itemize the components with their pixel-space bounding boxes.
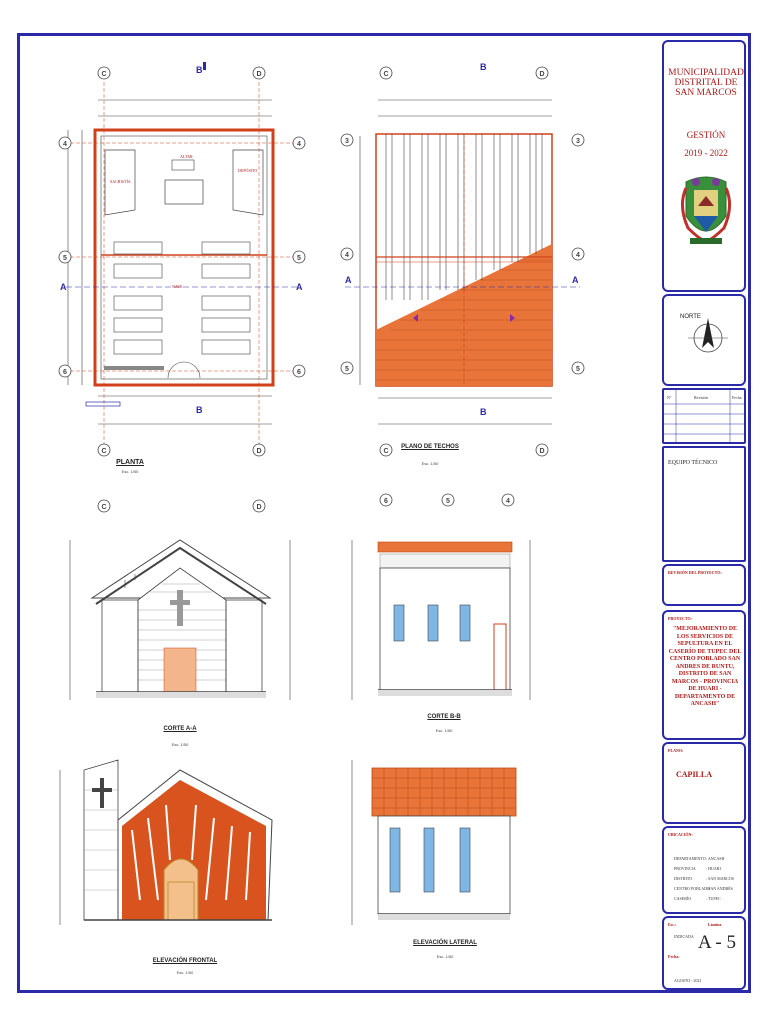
svg-text:DEPÓSITO: DEPÓSITO xyxy=(238,168,258,173)
team-label: EQUIPO TÉCNICO xyxy=(668,460,718,466)
svg-text:A: A xyxy=(60,282,67,292)
svg-text:A: A xyxy=(572,275,579,285)
svg-text:6: 6 xyxy=(384,498,388,505)
project-name: "MEJORAMIENTO DE LOS SERVICIOS DE SEPULTURA EN EL CASERÍO DE TUPEC DEL CENTRO POBLADO SAN ANDRES DE RUNTU, DISTRITO DE SAN MARCOS - PROVINCIA DE HUARI - DEPARTAMENTO DE ANCASH" xyxy=(668,626,742,707)
scale-label: Esc.: xyxy=(668,922,677,927)
north-arrow-box xyxy=(662,294,746,386)
review-label: REVISIÓN DEL PROYECTO: xyxy=(668,570,722,575)
scale-planta: Esc. 1/50 xyxy=(121,469,139,474)
svg-text:3: 3 xyxy=(345,138,349,145)
svg-text:D: D xyxy=(539,448,545,455)
gestion-label: GESTIÓN xyxy=(686,130,726,140)
review-box xyxy=(662,564,746,606)
rev-col-revision: Revisión xyxy=(694,395,709,400)
scale-elev-lateral: Esc. 1/50 xyxy=(436,954,454,959)
loc-row-5: CASERÍO xyxy=(674,896,692,901)
svg-text:B: B xyxy=(480,407,487,417)
sheet-number: A - 5 xyxy=(698,932,736,953)
svg-text:5: 5 xyxy=(576,366,580,373)
svg-text:B: B xyxy=(196,405,203,415)
municipal-seal-logo xyxy=(680,176,732,250)
title-elev-frontal: ELEVACIÓN FRONTAL xyxy=(152,958,218,964)
section-b-view xyxy=(352,540,530,700)
scale-elev-frontal: Esc. 1/50 xyxy=(176,970,194,975)
svg-text:4: 4 xyxy=(506,498,510,505)
svg-text:5: 5 xyxy=(345,366,349,373)
roof-plan-view xyxy=(345,100,580,424)
loc-val-2: : HUARI xyxy=(706,866,721,871)
svg-text:D: D xyxy=(539,71,545,78)
loc-val-4: : SAN ANDRÉS xyxy=(706,886,733,891)
date-label: Fecha: xyxy=(668,954,680,959)
svg-text:C: C xyxy=(101,448,107,455)
location-label: UBICACIÓN: xyxy=(668,832,693,837)
svg-text:D: D xyxy=(256,448,262,455)
svg-text:C: C xyxy=(383,71,389,78)
loc-row-1: DEPARTAMENTO xyxy=(674,856,706,861)
svg-text:B: B xyxy=(196,65,203,75)
title-planta: PLANTA xyxy=(116,459,144,466)
svg-text:5: 5 xyxy=(446,498,450,505)
plan-label: PLANO: xyxy=(668,748,684,753)
revision-table xyxy=(662,388,746,444)
svg-text:C: C xyxy=(383,448,389,455)
scale-value: INDICADA xyxy=(674,934,694,939)
front-elevation-view xyxy=(60,760,272,925)
municipality-name: MUNICIPALIDAD DISTRITAL DE SAN MARCOS xyxy=(668,68,744,98)
svg-text:D: D xyxy=(256,71,262,78)
loc-val-3: : SAN MARCOS xyxy=(706,876,735,881)
svg-text:6: 6 xyxy=(63,369,67,376)
svg-text:4: 4 xyxy=(345,252,349,259)
svg-text:3: 3 xyxy=(576,138,580,145)
north-label: NORTE xyxy=(680,314,701,320)
side-elevation-view xyxy=(352,760,516,925)
svg-text:B: B xyxy=(480,62,487,72)
project-label: PROYECTO: xyxy=(668,616,692,621)
plan-name: CAPILLA xyxy=(676,770,713,779)
svg-text:C: C xyxy=(101,71,107,78)
svg-text:4: 4 xyxy=(576,252,580,259)
location-box xyxy=(662,826,746,914)
scale-corte-a: Esc. 1/50 xyxy=(171,742,189,747)
svg-text:ALTAR: ALTAR xyxy=(180,154,193,159)
svg-text:SACRISTÍA: SACRISTÍA xyxy=(110,179,131,184)
title-techos: PLANO DE TECHOS xyxy=(401,444,459,450)
north-arrow-icon xyxy=(688,314,728,360)
svg-text:A: A xyxy=(345,275,352,285)
svg-text:NAVE: NAVE xyxy=(172,284,183,289)
project-box xyxy=(662,610,746,740)
loc-val-1: : ANCASH xyxy=(706,856,725,861)
svg-text:C: C xyxy=(101,504,107,511)
svg-text:4: 4 xyxy=(63,141,67,148)
title-elev-lateral: ELEVACIÓN LATERAL xyxy=(413,940,477,946)
loc-row-4: CENTRO POBLADO xyxy=(674,886,710,891)
scale-techos: Esc. 1/50 xyxy=(421,461,439,466)
sheet-box xyxy=(662,916,746,990)
loc-row-3: DISTRITO xyxy=(674,876,693,881)
team-box xyxy=(662,446,746,562)
svg-text:D: D xyxy=(256,504,262,511)
date-value: AGOSTO - 2021 xyxy=(674,978,702,983)
scale-corte-b: Esc. 1/50 xyxy=(435,728,453,733)
title-corte-b: CORTE B-B xyxy=(427,714,461,720)
sheet-label: Lámina xyxy=(708,922,722,927)
svg-text:A: A xyxy=(296,282,303,292)
svg-text:5: 5 xyxy=(63,255,67,262)
svg-text:4: 4 xyxy=(297,141,301,148)
rev-col-number: N° xyxy=(667,395,672,400)
rev-col-date: Fecha xyxy=(732,395,742,400)
section-a-view xyxy=(70,540,290,700)
plan-box xyxy=(662,742,746,824)
title-corte-a: CORTE A-A xyxy=(163,726,197,732)
svg-text:6: 6 xyxy=(297,369,301,376)
planta-view xyxy=(66,82,300,455)
loc-row-2: PROVINCIA xyxy=(674,866,696,871)
title-block-header xyxy=(662,40,746,292)
svg-text:5: 5 xyxy=(297,255,301,262)
gestion-period: 2019 - 2022 xyxy=(684,148,728,158)
loc-val-5: : TUPEC xyxy=(706,896,721,901)
